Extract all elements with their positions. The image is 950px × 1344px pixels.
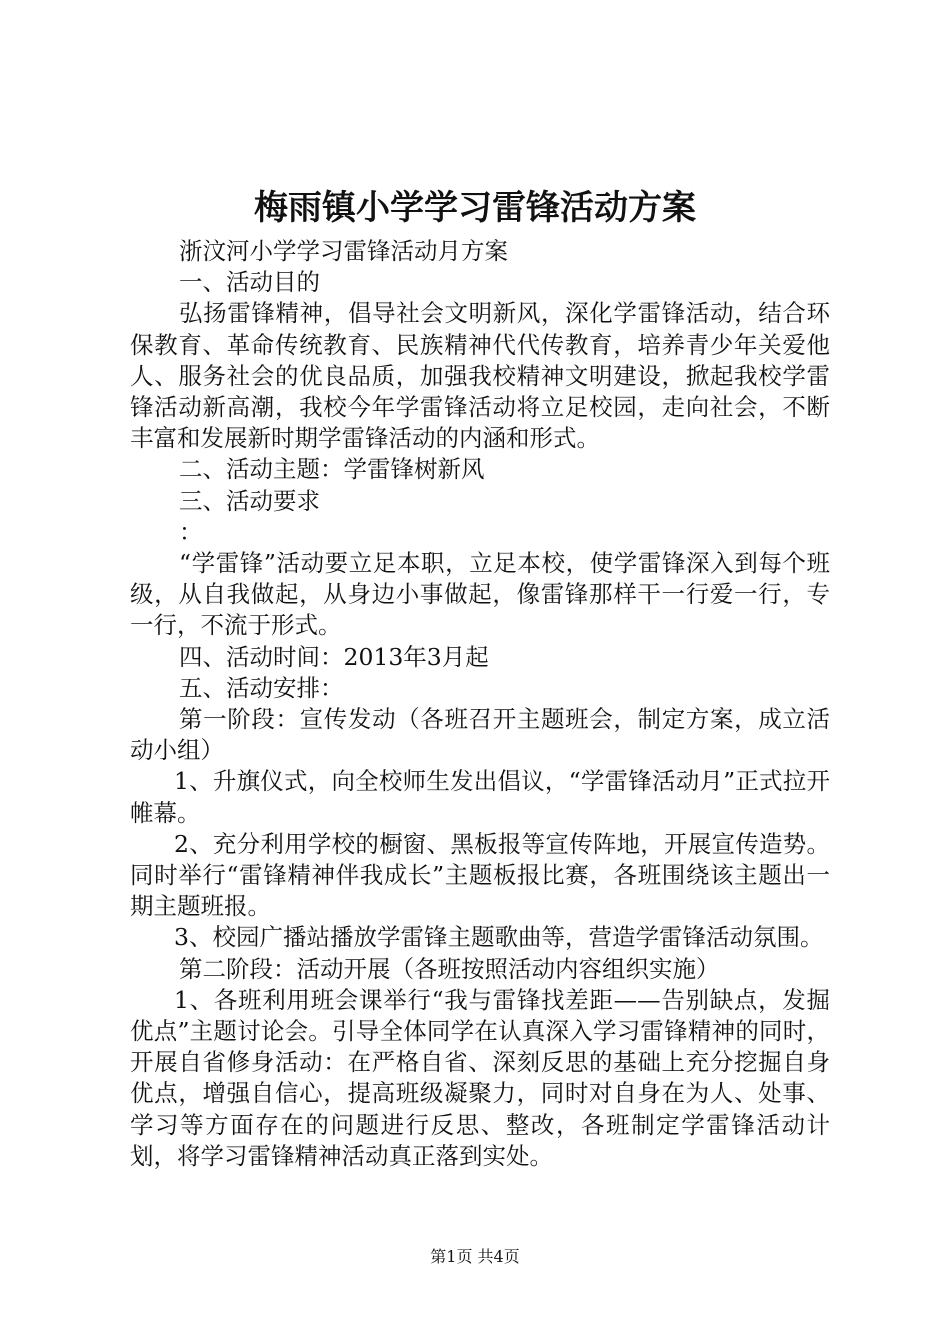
- document-title: 梅雨镇小学学习雷锋活动方案: [254, 188, 696, 228]
- colon-line: ：: [179, 517, 203, 546]
- subtitle-paragraph: 浙汶河小学学习雷锋活动月方案: [179, 237, 508, 265]
- document-body: [130, 236, 830, 1172]
- stage-one-heading: 第一阶段：宣传发动（各班召开主题班会，制定方案，成立活动小组）: [130, 705, 830, 765]
- stage-two-heading: 第二阶段：活动开展（各班按照活动内容组织实施）: [179, 954, 720, 983]
- stage-one-item-3: 3、校园广播站播放学雷锋主题歌曲等，营造学雷锋活动氛围。: [174, 923, 824, 952]
- page-number-footer: 第1页 共4页: [430, 1247, 520, 1266]
- section-heading-purpose: 一、活动目的: [179, 268, 320, 297]
- section-heading-requirements: 三、活动要求: [179, 486, 320, 515]
- section-heading-theme: 二、活动主题：学雷锋树新风: [179, 455, 485, 484]
- stage-two-item-1: 1、各班利用班会课举行“我与雷锋找差距——告别缺点，发掘优点”主题讨论会。引导全体同学在认真深入学习雷锋精神的同时，开展自省修身活动：在严格自省、深刻反思的基础上充分挖掘自身优点，增强自信心，提高班级凝聚力，同时对自身在为人、处事、学习等方面存在的问题进行反思、整改，各班制定学雷锋活动计划，将学习雷锋精神活动真正落到实处。: [130, 985, 830, 1170]
- requirements-paragraph: “学雷锋”活动要立足本职，立足本校，使学雷锋深入到每个班级，从自我做起，从身边小事做起，像雷锋那样干一行爱一行，专一行，不流于形式。: [130, 549, 830, 640]
- section-heading-arrangement: 五、活动安排：: [179, 673, 344, 702]
- stage-one-item-1: 1、升旗仪式，向全校师生发出倡议，“学雷锋活动月”正式拉开帷幕。: [130, 767, 830, 827]
- purpose-paragraph: 弘扬雷锋精神，倡导社会文明新风，深化学雷锋活动，结合环保教育、革命传统教育、民族精神代代传教育，培养青少年关爱他人、服务社会的优良品质，加强我校精神文明建设，掀起我校学雷锋活动新高潮，我校今年学雷锋活动将立足校园，走向社会，不断丰富和发展新时期学雷锋活动的内涵和形式。: [130, 299, 830, 453]
- stage-one-item-2: 2、充分利用学校的橱窗、黑板报等宣传阵地，开展宣传造势。同时举行“雷锋精神伴我成长”主题板报比赛，各班围绕该主题出一期主题班报。: [130, 829, 830, 921]
- section-heading-time: 四、活动时间：2013年3月起: [179, 642, 489, 671]
